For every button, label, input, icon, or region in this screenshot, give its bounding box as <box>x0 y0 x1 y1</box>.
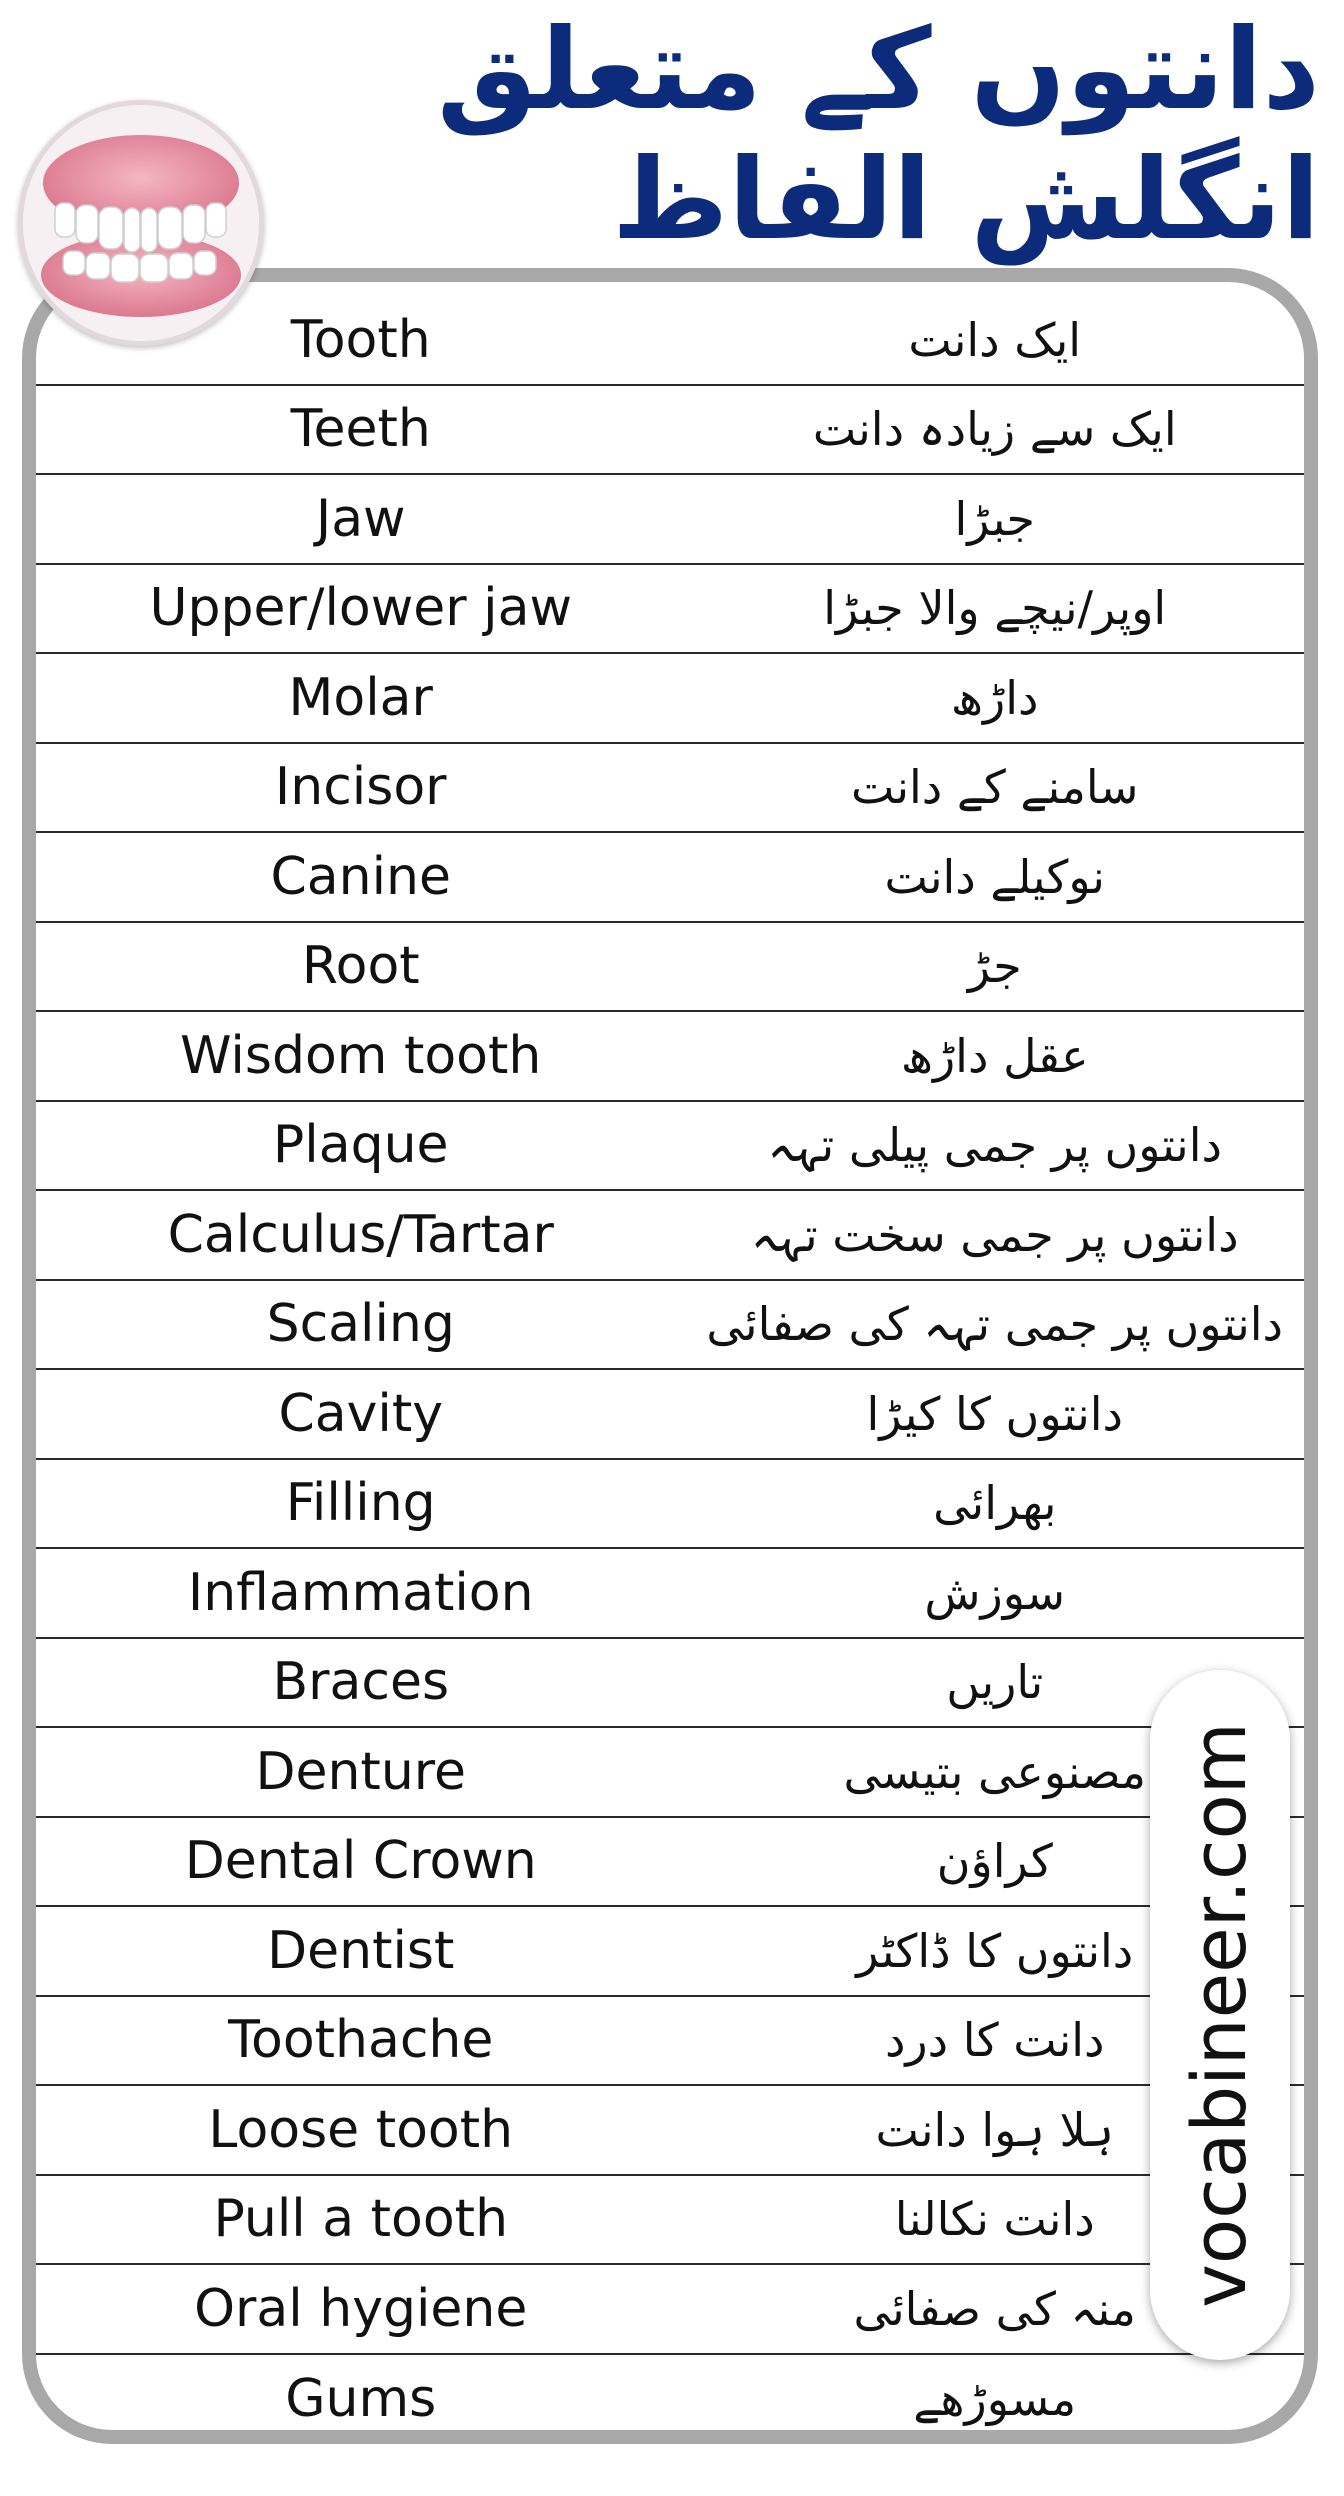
urdu-meaning: کراؤن <box>936 1834 1053 1889</box>
english-word: Jaw <box>315 488 406 549</box>
brand-text: vocabineer.com <box>1177 1722 1264 2308</box>
table-row <box>36 2086 1304 2176</box>
english-word: Pull a tooth <box>213 2189 509 2250</box>
urdu-meaning: دانتوں کا ڈاکٹر <box>856 1923 1134 1978</box>
urdu-meaning: نوکیلے دانت <box>884 849 1105 904</box>
table-row <box>36 1191 1304 1281</box>
english-word: Dentist <box>267 1920 455 1981</box>
urdu-meaning: دانتوں پر جمی تہہ کی صفائی <box>706 1297 1284 1352</box>
table-row <box>36 744 1304 834</box>
table-row <box>36 386 1304 476</box>
urdu-meaning: ایک سے زیادہ دانت <box>812 402 1177 457</box>
page-title: دانتوں کے متعلق انگلش الفاظ <box>436 5 1320 265</box>
english-word: Wisdom tooth <box>180 1025 542 1086</box>
english-word: Toothache <box>228 2010 494 2071</box>
table-row <box>36 1370 1304 1460</box>
urdu-meaning: ہلا ہوا دانت <box>875 2102 1114 2157</box>
english-word: Calculus/Tartar <box>167 1204 554 1265</box>
table-row <box>36 2176 1304 2266</box>
table-row <box>36 1012 1304 1102</box>
urdu-meaning: جبڑا <box>954 491 1035 546</box>
english-word: Denture <box>255 1741 467 1802</box>
urdu-meaning: دانتوں کا کیڑا <box>866 1386 1124 1441</box>
english-word: Cavity <box>278 1383 444 1444</box>
dentures-icon <box>18 100 264 346</box>
english-word: Canine <box>270 846 451 907</box>
table-row <box>36 923 1304 1013</box>
english-word: Filling <box>285 1473 436 1534</box>
table-row <box>36 2265 1304 2355</box>
urdu-meaning: جڑ <box>967 939 1022 994</box>
table-row <box>36 1102 1304 1192</box>
urdu-meaning: سوزش <box>924 1565 1066 1620</box>
table-row <box>36 475 1304 565</box>
english-word: Incisor <box>274 757 447 818</box>
english-word: Root <box>301 936 420 997</box>
english-word: Upper/lower jaw <box>149 578 572 639</box>
urdu-meaning: دانت کا درد <box>884 2013 1105 2068</box>
urdu-meaning: مصنوعی بتیسی <box>843 1744 1146 1799</box>
table-body <box>36 296 1304 2430</box>
urdu-meaning: عقل داڑھ <box>900 1028 1089 1083</box>
urdu-meaning: منہ کی صفائی <box>853 2281 1136 2336</box>
table-row <box>36 1907 1304 1997</box>
english-word: Dental Crown <box>184 1831 537 1892</box>
table-row <box>36 2355 1304 2445</box>
urdu-meaning: بھرائی <box>933 1476 1057 1531</box>
english-word: Teeth <box>290 399 431 460</box>
table-row <box>36 654 1304 744</box>
urdu-meaning: سامنے کے دانت <box>851 760 1139 815</box>
table-row <box>36 1728 1304 1818</box>
english-word: Molar <box>288 667 433 728</box>
urdu-meaning: داڑھ <box>950 670 1039 725</box>
english-word: Oral hygiene <box>194 2278 528 2339</box>
brand-badge <box>1150 1670 1290 2360</box>
table-row <box>36 1281 1304 1371</box>
english-word: Loose tooth <box>208 2099 514 2160</box>
vocabulary-table <box>22 268 1318 2444</box>
english-word: Plaque <box>272 1115 449 1176</box>
urdu-meaning: دانتوں پر جمی پیلی تہہ <box>767 1118 1222 1173</box>
english-word: Braces <box>272 1652 450 1713</box>
table-row <box>36 1549 1304 1639</box>
urdu-meaning: مسوڑھے <box>913 2372 1077 2427</box>
english-word: Inflammation <box>187 1562 534 1623</box>
table-row <box>36 1997 1304 2087</box>
english-word: Tooth <box>290 309 431 370</box>
urdu-meaning: ایک دانت <box>908 312 1082 367</box>
table-row <box>36 833 1304 923</box>
table-row <box>36 1818 1304 1908</box>
english-word: Scaling <box>266 1294 455 1355</box>
urdu-meaning: دانت نکالنا <box>894 2192 1095 2247</box>
urdu-meaning: اوپر/نیچے والا جبڑا <box>823 581 1167 636</box>
english-word: Gums <box>285 2369 437 2430</box>
table-row <box>36 1460 1304 1550</box>
urdu-meaning: تاریں <box>946 1655 1044 1710</box>
table-row <box>36 1639 1304 1729</box>
urdu-meaning: دانتوں پر جمی سخت تہہ <box>750 1207 1239 1262</box>
table-row <box>36 565 1304 655</box>
